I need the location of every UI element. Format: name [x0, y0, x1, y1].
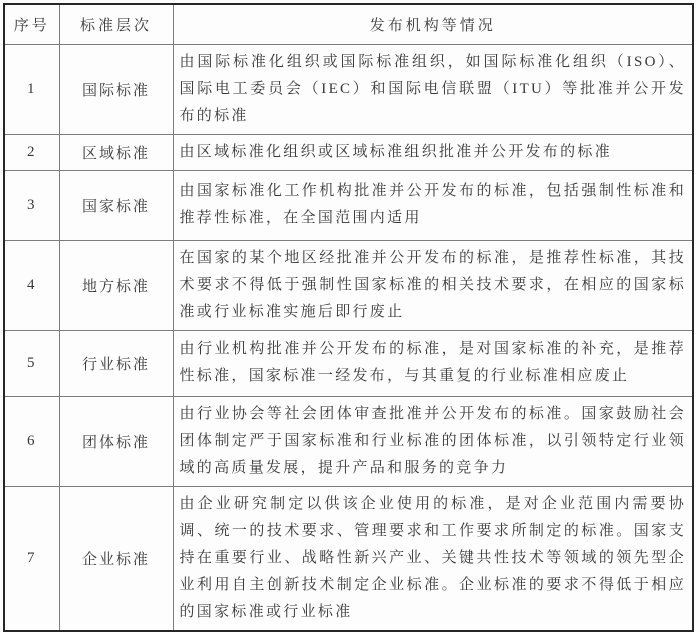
table-row [4, 396, 693, 486]
cell-level: 国际标准 [59, 44, 173, 134]
cell-description: 由国家标准化工作机构批准并公开发布的标准，包括强制性标准和推荐性标准，在全国范围内适用 [173, 170, 693, 240]
cell-level: 国家标准 [59, 170, 173, 240]
cell-level: 地方标准 [59, 240, 173, 330]
cell-description: 由企业研究制定以供该企业使用的标准，是对企业范围内需要协调、统一的技术要求、管理要求和工作要求所制定的标准。国家支持在重要行业、战略性新兴产业、关键共性技术等领域的领先型企业利用自主创新技术制定企业标准。企业标准的要求不得低于相应的国家标准或行业标准 [173, 486, 693, 631]
cell-serial: 5 [4, 330, 59, 396]
header-cell-level: 标准层次 [59, 4, 173, 44]
cell-serial: 7 [4, 486, 59, 631]
cell-description: 由行业协会等社会团体审查批准并公开发布的标准。国家鼓励社会团体制定严于国家标准和行业标准的团体标准，以引领特定行业领域的高质量发展，提升产品和服务的竞争力 [173, 396, 693, 486]
cell-level: 区域标准 [59, 134, 173, 170]
cell-description: 由行业机构批准并公开发布的标准，是对国家标准的补充，是推荐性标准，国家标准一经发布，与其重复的行业标准相应废止 [173, 330, 693, 396]
cell-description: 在国家的某个地区经批准并公开发布的标准，是推荐性标准，其技术要求不得低于强制性国家标准的相关技术要求，在相应的国家标准或行业标准实施后即行废止 [173, 240, 693, 330]
cell-level: 企业标准 [59, 486, 173, 631]
cell-serial: 6 [4, 396, 59, 486]
table-header-row [4, 4, 693, 44]
table-row [4, 134, 693, 170]
cell-serial: 2 [4, 134, 59, 170]
standards-table [3, 3, 694, 632]
cell-description: 由国际标准化组织或国际标准组织，如国际标准化组织（ISO）、国际电工委员会（IEC）和国际电信联盟（ITU）等批准并公开发布的标准 [173, 44, 693, 134]
cell-level: 行业标准 [59, 330, 173, 396]
header-cell-serial: 序号 [4, 4, 59, 44]
table-row [4, 330, 693, 396]
cell-serial: 4 [4, 240, 59, 330]
cell-description: 由区域标准化组织或区域标准组织批准并公开发布的标准 [173, 134, 693, 170]
header-cell-description: 发布机构等情况 [173, 4, 693, 44]
cell-serial: 3 [4, 170, 59, 240]
table-row [4, 170, 693, 240]
cell-serial: 1 [4, 44, 59, 134]
cell-level: 团体标准 [59, 396, 173, 486]
table-row [4, 44, 693, 134]
table-row [4, 486, 693, 631]
table-row [4, 240, 693, 330]
